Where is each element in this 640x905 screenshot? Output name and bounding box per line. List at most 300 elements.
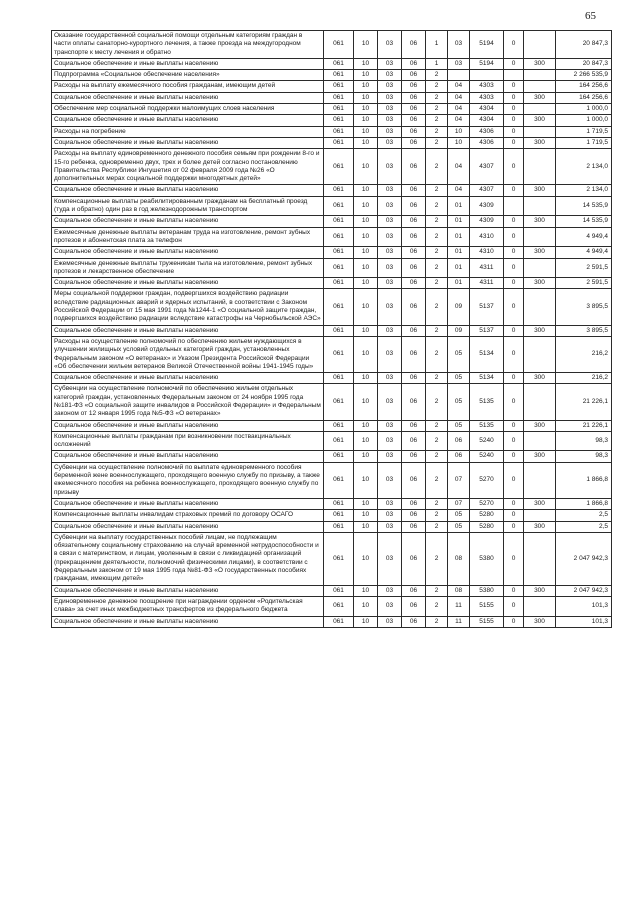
cell-admin-code: 061 [324,510,354,521]
cell-subprogram: 2 [426,373,448,384]
cell-section: 10 [354,384,378,420]
cell-subprogram: 2 [426,532,448,585]
cell-main-activity: 09 [448,325,470,336]
table-row [52,289,612,325]
cell-section: 10 [354,278,378,289]
table-row [52,325,612,336]
cell-subprogram: 2 [426,336,448,372]
cell-admin-code: 061 [324,104,354,115]
cell-direction-code: 5135 [470,420,504,431]
cell-amount: 2 591,5 [556,258,612,278]
cell-section: 10 [354,92,378,103]
cell-direction-code: 5280 [470,510,504,521]
cell-main-activity: 11 [448,596,470,616]
table-row [52,420,612,431]
table-row [52,616,612,627]
cell-program: 06 [402,137,426,148]
cell-subsection: 03 [378,81,402,92]
cell-program: 06 [402,451,426,462]
cell-subprogram: 2 [426,115,448,126]
cell-main-activity: 01 [448,216,470,227]
cell-program: 06 [402,258,426,278]
cell-amount: 98,3 [556,431,612,451]
cell-funding-source [504,70,524,81]
cell-subprogram: 1 [426,31,448,59]
cell-subprogram: 2 [426,510,448,521]
cell-funding-source: 0 [504,126,524,137]
table-row [52,92,612,103]
cell-subsection: 03 [378,247,402,258]
cell-funding-source: 0 [504,325,524,336]
cell-name: Подпрограмма «Социальное обеспечение населения» [52,70,324,81]
table-row [52,384,612,420]
cell-subsection: 03 [378,216,402,227]
cell-section: 10 [354,115,378,126]
cell-program: 06 [402,70,426,81]
cell-subprogram: 1 [426,58,448,69]
cell-section: 10 [354,498,378,509]
cell-direction-code: 5155 [470,596,504,616]
cell-expense-type [524,532,556,585]
cell-amount: 2,5 [556,510,612,521]
cell-program: 06 [402,498,426,509]
cell-expense-type: 300 [524,115,556,126]
cell-funding-source: 0 [504,451,524,462]
cell-funding-source: 0 [504,289,524,325]
cell-name: Компенсационные выплаты гражданам при возникновении поствакцинальных осложнений [52,431,324,451]
cell-name: Расходы на погребение [52,126,324,137]
cell-admin-code: 061 [324,498,354,509]
cell-name: Социальное обеспечение и иные выплаты населению [52,585,324,596]
cell-name: Социальное обеспечение и иные выплаты населению [52,325,324,336]
table-row [52,104,612,115]
cell-amount: 2 134,0 [556,149,612,185]
cell-funding-source: 0 [504,521,524,532]
cell-subprogram: 2 [426,196,448,216]
cell-direction-code: 4307 [470,149,504,185]
cell-direction-code: 5240 [470,451,504,462]
cell-expense-type: 300 [524,58,556,69]
cell-main-activity: 05 [448,521,470,532]
cell-amount: 14 535,9 [556,196,612,216]
cell-funding-source: 0 [504,373,524,384]
cell-name: Ежемесячные денежные выплаты ветеранам труда на изготовление, ремонт зубных протезов и абонентская плата за телефон [52,227,324,247]
cell-funding-source: 0 [504,104,524,115]
cell-amount: 164 256,6 [556,92,612,103]
cell-admin-code: 061 [324,532,354,585]
cell-program: 06 [402,325,426,336]
cell-main-activity: 03 [448,58,470,69]
cell-subprogram: 2 [426,498,448,509]
cell-direction-code: 4311 [470,278,504,289]
cell-name: Социальное обеспечение и иные выплаты населению [52,185,324,196]
cell-amount: 2 266 535,9 [556,70,612,81]
cell-section: 10 [354,137,378,148]
cell-main-activity: 03 [448,31,470,59]
cell-admin-code: 061 [324,92,354,103]
cell-subsection: 03 [378,596,402,616]
cell-subsection: 03 [378,510,402,521]
cell-expense-type [524,149,556,185]
cell-amount: 4 949,4 [556,247,612,258]
cell-program: 06 [402,462,426,498]
cell-name: Компенсационные выплаты инвалидам страховых премий по договору ОСАГО [52,510,324,521]
cell-program: 06 [402,431,426,451]
cell-funding-source: 0 [504,185,524,196]
cell-subsection: 03 [378,616,402,627]
table-row [52,585,612,596]
cell-admin-code: 061 [324,115,354,126]
cell-subprogram: 2 [426,104,448,115]
cell-amount: 3 895,5 [556,325,612,336]
cell-direction-code: 5270 [470,462,504,498]
cell-admin-code: 061 [324,185,354,196]
cell-admin-code: 061 [324,521,354,532]
cell-direction-code: 5380 [470,532,504,585]
cell-subsection: 03 [378,278,402,289]
cell-expense-type [524,384,556,420]
cell-section: 10 [354,451,378,462]
cell-program: 06 [402,104,426,115]
table-row [52,532,612,585]
cell-subprogram: 2 [426,149,448,185]
cell-program: 06 [402,596,426,616]
cell-funding-source: 0 [504,31,524,59]
cell-direction-code: 5240 [470,431,504,451]
cell-funding-source: 0 [504,278,524,289]
cell-section: 10 [354,510,378,521]
cell-expense-type [524,81,556,92]
cell-funding-source: 0 [504,216,524,227]
cell-section: 10 [354,596,378,616]
cell-main-activity: 04 [448,92,470,103]
cell-name: Расходы на выплату ежемесячного пособия гражданам, имеющим детей [52,81,324,92]
table-row [52,185,612,196]
cell-expense-type: 300 [524,92,556,103]
page-number: 65 [585,10,596,22]
cell-subprogram: 2 [426,278,448,289]
cell-funding-source: 0 [504,510,524,521]
cell-direction-code: 4303 [470,92,504,103]
cell-direction-code [470,70,504,81]
cell-expense-type: 300 [524,521,556,532]
cell-subsection: 03 [378,585,402,596]
cell-admin-code: 061 [324,336,354,372]
cell-admin-code: 061 [324,81,354,92]
cell-program: 06 [402,521,426,532]
cell-expense-type: 300 [524,185,556,196]
cell-subprogram: 2 [426,585,448,596]
cell-expense-type: 300 [524,420,556,431]
table-row [52,149,612,185]
table-row [52,258,612,278]
cell-direction-code: 4309 [470,216,504,227]
cell-admin-code: 061 [324,596,354,616]
cell-admin-code: 061 [324,126,354,137]
cell-direction-code: 4309 [470,196,504,216]
cell-funding-source: 0 [504,616,524,627]
cell-subsection: 03 [378,126,402,137]
cell-expense-type [524,510,556,521]
cell-program: 06 [402,126,426,137]
cell-program: 06 [402,58,426,69]
cell-admin-code: 061 [324,462,354,498]
cell-admin-code: 061 [324,289,354,325]
cell-direction-code: 5134 [470,336,504,372]
cell-funding-source: 0 [504,58,524,69]
cell-program: 06 [402,384,426,420]
cell-program: 06 [402,227,426,247]
table-row [52,462,612,498]
cell-direction-code: 5134 [470,373,504,384]
cell-subprogram: 2 [426,596,448,616]
cell-name: Социальное обеспечение и иные выплаты населению [52,616,324,627]
cell-amount: 1 000,0 [556,104,612,115]
cell-subsection: 03 [378,31,402,59]
cell-section: 10 [354,289,378,325]
cell-main-activity: 01 [448,278,470,289]
cell-subprogram: 2 [426,451,448,462]
cell-program: 06 [402,115,426,126]
cell-subsection: 03 [378,115,402,126]
table-row [52,31,612,59]
cell-admin-code: 061 [324,247,354,258]
cell-section: 10 [354,149,378,185]
cell-subprogram: 2 [426,126,448,137]
cell-amount: 1 000,0 [556,115,612,126]
cell-subprogram: 2 [426,81,448,92]
cell-program: 06 [402,616,426,627]
cell-section: 10 [354,70,378,81]
cell-amount: 2,5 [556,521,612,532]
cell-subprogram: 2 [426,137,448,148]
cell-program: 06 [402,196,426,216]
cell-section: 10 [354,325,378,336]
cell-amount: 1 719,5 [556,137,612,148]
cell-program: 06 [402,149,426,185]
cell-amount: 2 047 942,3 [556,585,612,596]
cell-admin-code: 061 [324,384,354,420]
cell-main-activity: 05 [448,420,470,431]
cell-funding-source: 0 [504,92,524,103]
cell-program: 06 [402,373,426,384]
cell-section: 10 [354,104,378,115]
cell-funding-source: 0 [504,596,524,616]
cell-name: Оказание государственной социальной помощи отдельным категориям граждан в части оплаты санаторно-курортного лечения, а также проезда на междугородном транспорте к месту лечения и обратно [52,31,324,59]
cell-amount: 2 591,5 [556,278,612,289]
cell-name: Социальное обеспечение и иные выплаты населению [52,498,324,509]
cell-subsection: 03 [378,137,402,148]
cell-main-activity: 09 [448,289,470,325]
cell-subsection: 03 [378,258,402,278]
cell-direction-code: 4304 [470,115,504,126]
cell-name: Меры социальной поддержки граждан, подвергшихся воздействию радиации вследствие радиационных аварий и ядерных испытаний, в соответствии с Законом Российской Федерации от 15 мая 1991 года №1244-1 «О социальной защите граждан, подвергшихся воздействию радиации вследствие катастрофы на Чернобыльской АЭС» [52,289,324,325]
cell-amount: 101,3 [556,596,612,616]
cell-direction-code: 5380 [470,585,504,596]
cell-name: Ежемесячные денежные выплаты труженикам тыла на изготовление, ремонт зубных протезов и лекарственное обеспечение [52,258,324,278]
cell-section: 10 [354,336,378,372]
cell-main-activity: 05 [448,384,470,420]
cell-section: 10 [354,258,378,278]
cell-expense-type [524,258,556,278]
cell-program: 06 [402,585,426,596]
cell-expense-type [524,596,556,616]
cell-program: 06 [402,31,426,59]
cell-admin-code: 061 [324,258,354,278]
cell-section: 10 [354,585,378,596]
cell-expense-type [524,289,556,325]
cell-program: 06 [402,336,426,372]
cell-direction-code: 5135 [470,384,504,420]
cell-amount: 3 895,5 [556,289,612,325]
table-row [52,510,612,521]
cell-expense-type: 300 [524,585,556,596]
cell-name: Социальное обеспечение и иные выплаты населению [52,278,324,289]
cell-main-activity: 08 [448,532,470,585]
cell-subprogram: 2 [426,420,448,431]
cell-main-activity: 05 [448,336,470,372]
cell-section: 10 [354,532,378,585]
cell-section: 10 [354,58,378,69]
cell-expense-type: 300 [524,451,556,462]
cell-admin-code: 061 [324,196,354,216]
cell-section: 10 [354,185,378,196]
cell-subsection: 03 [378,70,402,81]
cell-admin-code: 061 [324,325,354,336]
cell-amount: 1 866,8 [556,498,612,509]
cell-subprogram: 2 [426,258,448,278]
cell-section: 10 [354,227,378,247]
cell-admin-code: 061 [324,58,354,69]
cell-direction-code: 5194 [470,58,504,69]
cell-section: 10 [354,431,378,451]
cell-amount: 101,3 [556,616,612,627]
cell-expense-type: 300 [524,137,556,148]
cell-program: 06 [402,532,426,585]
cell-main-activity: 05 [448,510,470,521]
cell-subsection: 03 [378,462,402,498]
table-row [52,70,612,81]
cell-name: Социальное обеспечение и иные выплаты населению [52,451,324,462]
cell-subprogram: 2 [426,431,448,451]
cell-name: Единовременное денежное поощрение при награждении орденом «Родительская слава» за счет иных межбюджетных трансфертов из федерального бюджета [52,596,324,616]
cell-expense-type [524,336,556,372]
cell-section: 10 [354,420,378,431]
table-row [52,278,612,289]
cell-name: Социальное обеспечение и иные выплаты населению [52,521,324,532]
cell-amount: 2 134,0 [556,185,612,196]
cell-amount: 14 535,9 [556,216,612,227]
cell-subprogram: 2 [426,325,448,336]
cell-expense-type: 300 [524,325,556,336]
cell-funding-source: 0 [504,227,524,247]
cell-subprogram: 2 [426,247,448,258]
cell-subsection: 03 [378,227,402,247]
cell-main-activity: 07 [448,462,470,498]
cell-direction-code: 5280 [470,521,504,532]
table-row [52,596,612,616]
cell-main-activity: 10 [448,137,470,148]
cell-subsection: 03 [378,498,402,509]
cell-main-activity [448,70,470,81]
cell-admin-code: 061 [324,373,354,384]
cell-name: Обеспечение мер социальной поддержки малоимущих слоев населения [52,104,324,115]
cell-subprogram: 2 [426,92,448,103]
cell-direction-code: 4303 [470,81,504,92]
cell-expense-type [524,70,556,81]
cell-expense-type: 300 [524,278,556,289]
cell-amount: 216,2 [556,373,612,384]
cell-funding-source: 0 [504,532,524,585]
cell-subprogram: 2 [426,70,448,81]
cell-main-activity: 04 [448,115,470,126]
cell-section: 10 [354,462,378,498]
cell-expense-type [524,126,556,137]
cell-name: Социальное обеспечение и иные выплаты населению [52,373,324,384]
cell-expense-type: 300 [524,216,556,227]
cell-amount: 216,2 [556,336,612,372]
cell-amount: 20 847,3 [556,58,612,69]
cell-admin-code: 061 [324,31,354,59]
cell-subsection: 03 [378,196,402,216]
cell-subprogram: 2 [426,227,448,247]
cell-subprogram: 2 [426,289,448,325]
cell-direction-code: 4306 [470,126,504,137]
cell-program: 06 [402,420,426,431]
cell-section: 10 [354,521,378,532]
cell-name: Социальное обеспечение и иные выплаты населению [52,247,324,258]
cell-expense-type [524,196,556,216]
cell-section: 10 [354,31,378,59]
table-row [52,137,612,148]
cell-admin-code: 061 [324,137,354,148]
cell-funding-source: 0 [504,149,524,185]
cell-expense-type [524,104,556,115]
cell-main-activity: 04 [448,104,470,115]
cell-main-activity: 01 [448,247,470,258]
cell-funding-source: 0 [504,115,524,126]
cell-amount: 4 949,4 [556,227,612,247]
cell-subsection: 03 [378,431,402,451]
cell-name: Расходы на выплату единовременного денежного пособия семьям при рождении 8-го и 15-го ребенка, одновременно двух, трех и более детей согласно постановлению Правительства Республики Ингушетия от 02 февраля 2009 года №26 «О дополнительных мерах социальной поддержки многодетных детей» [52,149,324,185]
cell-subsection: 03 [378,58,402,69]
cell-funding-source: 0 [504,585,524,596]
table-row [52,126,612,137]
cell-subsection: 03 [378,104,402,115]
cell-subsection: 03 [378,532,402,585]
cell-subsection: 03 [378,325,402,336]
cell-funding-source: 0 [504,384,524,420]
cell-main-activity: 08 [448,585,470,596]
cell-expense-type: 300 [524,373,556,384]
cell-subsection: 03 [378,185,402,196]
cell-admin-code: 061 [324,278,354,289]
cell-main-activity: 06 [448,451,470,462]
cell-main-activity: 11 [448,616,470,627]
cell-admin-code: 061 [324,227,354,247]
cell-expense-type [524,462,556,498]
cell-amount: 1 866,8 [556,462,612,498]
cell-admin-code: 061 [324,431,354,451]
cell-amount: 98,3 [556,451,612,462]
cell-amount: 1 719,5 [556,126,612,137]
cell-program: 06 [402,510,426,521]
cell-admin-code: 061 [324,70,354,81]
cell-subprogram: 2 [426,462,448,498]
table-row [52,521,612,532]
cell-main-activity: 04 [448,81,470,92]
cell-subprogram: 2 [426,384,448,420]
